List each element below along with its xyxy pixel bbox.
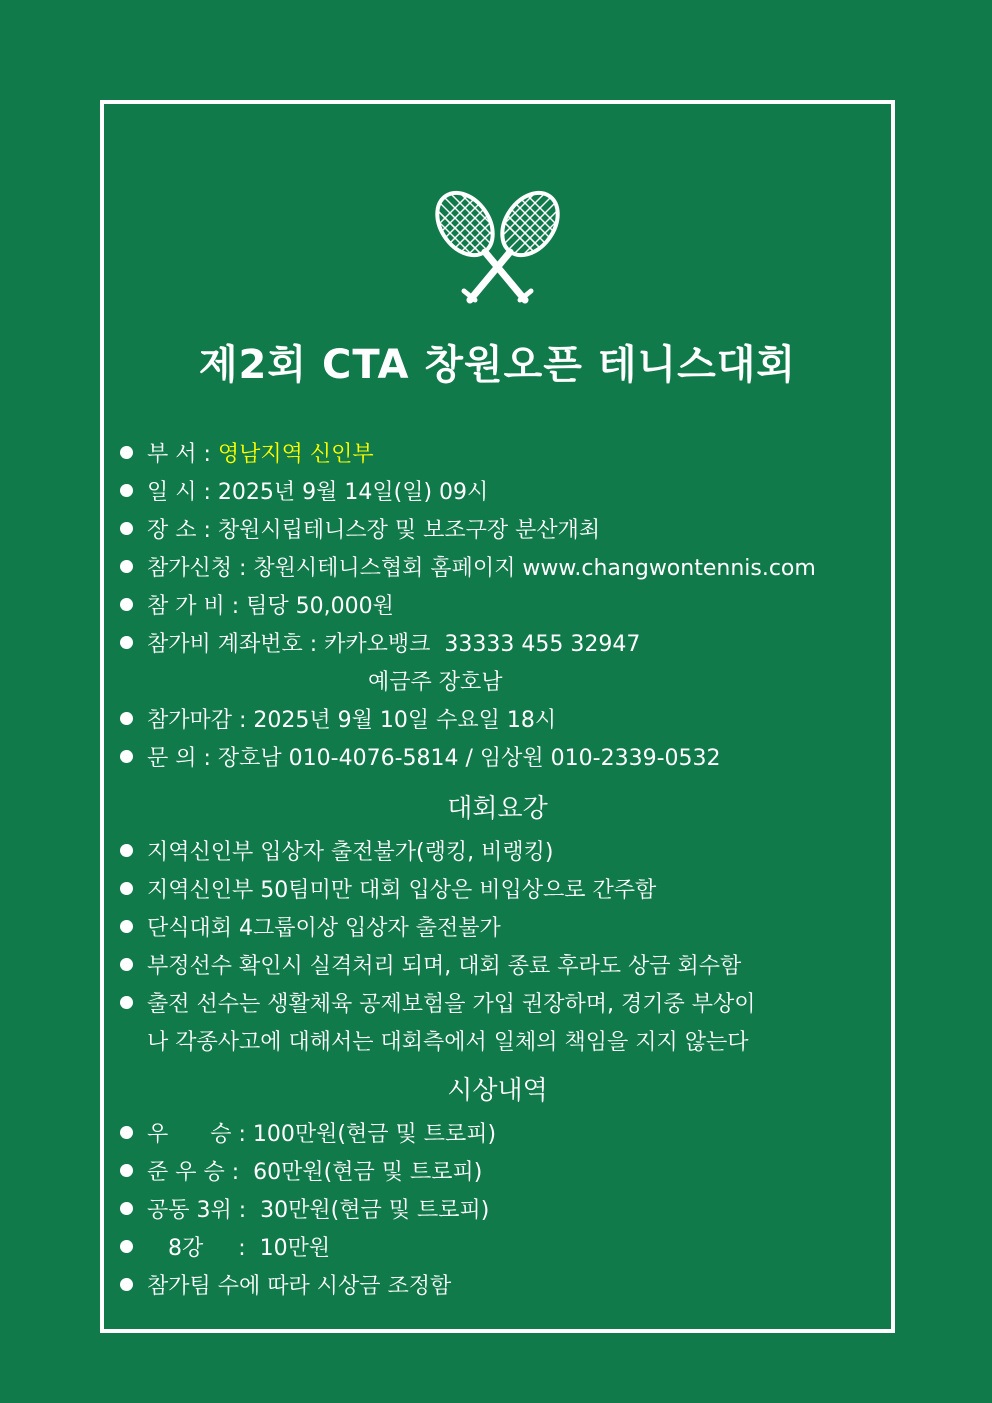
deadline-label: 참가마감 : xyxy=(147,708,247,733)
rule-item xyxy=(120,952,741,982)
info-fee xyxy=(120,592,394,622)
contact-label: 문 의 : xyxy=(147,746,211,771)
page-title: 제2회 CTA 창원오픈 테니스대회 xyxy=(198,342,797,388)
bullet-icon xyxy=(120,1202,133,1215)
bullet-icon xyxy=(120,1240,133,1253)
bullet-icon xyxy=(120,598,133,611)
rule-text: 부정선수 확인시 실격처리 되며, 대회 종료 후라도 상금 회수함 xyxy=(147,954,742,979)
prize-value: 30만원(현금 및 트로피) xyxy=(253,1198,490,1223)
info-deadline xyxy=(120,706,556,736)
rule-item xyxy=(120,838,553,868)
prize-item xyxy=(120,1196,489,1226)
prize-label: 우 승 : xyxy=(147,1122,246,1147)
info-date xyxy=(120,478,488,508)
rule-item xyxy=(120,990,756,1020)
info-division xyxy=(120,440,374,470)
bullet-icon xyxy=(120,446,133,459)
info-apply xyxy=(120,554,816,584)
bullet-icon xyxy=(120,712,133,725)
bullet-icon xyxy=(120,1126,133,1139)
account-holder: 예금주 장호남 xyxy=(368,670,503,695)
apply-value: 창원시테니스협회 홈페이지 www.changwontennis.com xyxy=(253,556,816,581)
prize-value: 60만원(현금 및 트로피) xyxy=(246,1160,483,1185)
fee-label: 참 가 비 : xyxy=(147,594,240,619)
prize-note-text: 참가팀 수에 따라 시상금 조정함 xyxy=(147,1274,452,1299)
bullet-icon xyxy=(120,958,133,971)
apply-label: 참가신청 : xyxy=(147,556,247,581)
fee-value: 팀당 50,000원 xyxy=(246,594,394,619)
contact-value: 장호남 010-4076-5814 / 임상원 010-2339-0532 xyxy=(217,746,721,771)
bullet-icon xyxy=(120,522,133,535)
bullet-icon xyxy=(120,920,133,933)
crossed-tennis-rackets-icon xyxy=(425,188,570,308)
date-label: 일 시 : xyxy=(147,480,211,505)
bullet-icon xyxy=(120,844,133,857)
account-label: 참가비 계좌번호 : xyxy=(147,632,318,657)
bullet-icon xyxy=(120,484,133,497)
date-value: 2025년 9월 14일(일) 09시 xyxy=(217,480,489,505)
info-contact xyxy=(120,744,721,774)
prize-item xyxy=(120,1234,330,1264)
rule-text: 지역신인부 50팀미만 대회 입상은 비입상으로 간주함 xyxy=(147,878,657,903)
rule-item-continued xyxy=(147,1028,749,1058)
prize-value: 10만원 xyxy=(252,1236,331,1261)
bullet-icon xyxy=(120,750,133,763)
division-label: 부 서 : xyxy=(147,442,211,467)
prize-label: 8강 : xyxy=(147,1236,246,1261)
info-account xyxy=(120,630,640,660)
venue-label: 장 소 : xyxy=(147,518,211,543)
rule-text: 나 각종사고에 대해서는 대회측에서 일체의 책임을 지지 않는다 xyxy=(147,1030,749,1055)
rule-text: 출전 선수는 생활체육 공제보험을 가입 권장하며, 경기중 부상이 xyxy=(147,992,756,1017)
prize-item xyxy=(120,1120,496,1150)
bullet-icon xyxy=(120,560,133,573)
bullet-icon xyxy=(120,996,133,1009)
bullet-icon xyxy=(120,882,133,895)
deadline-value: 2025년 9월 10일 수요일 18시 xyxy=(253,708,557,733)
prize-item xyxy=(120,1158,482,1188)
prize-value: 100만원(현금 및 트로피) xyxy=(252,1122,497,1147)
prize-label: 공동 3위 : xyxy=(147,1198,247,1223)
rules-heading: 대회요강 xyxy=(447,794,548,824)
bullet-icon xyxy=(120,636,133,649)
info-venue xyxy=(120,516,600,546)
prize-label: 준 우 승 : xyxy=(147,1160,240,1185)
prize-note xyxy=(120,1272,451,1302)
venue-value: 창원시립테니스장 및 보조구장 분산개최 xyxy=(217,518,601,543)
rule-text: 지역신인부 입상자 출전불가(랭킹, 비랭킹) xyxy=(147,840,554,865)
bullet-icon xyxy=(120,1278,133,1291)
rule-item xyxy=(120,876,656,906)
rule-text: 단식대회 4그룹이상 입상자 출전불가 xyxy=(147,916,501,941)
rule-item xyxy=(120,914,501,944)
info-account-holder xyxy=(368,668,503,698)
division-value: 영남지역 신인부 xyxy=(217,442,374,467)
prizes-heading: 시상내역 xyxy=(447,1076,548,1106)
account-value: 카카오뱅크 33333 455 32947 xyxy=(324,632,641,657)
bullet-icon xyxy=(120,1164,133,1177)
